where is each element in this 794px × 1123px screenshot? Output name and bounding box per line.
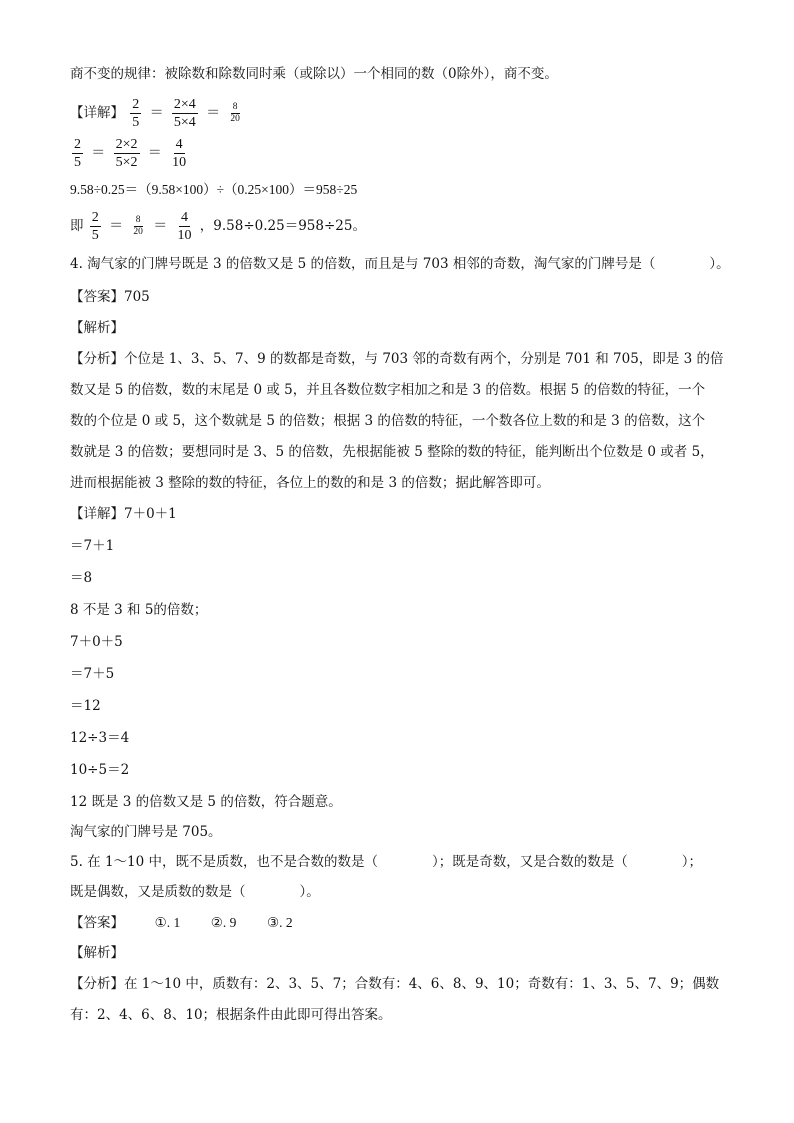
question-5-line-1: 5. 在 1～10 中，既不是质数，也不是合数的数是（ ）；既是奇数，又是合数的数是（ ）； [70,854,703,870]
q4-step-8: 10÷5＝2 [70,762,130,778]
q4-analysis-4: 数就是 3 的倍数；要想同时是 3、5 的倍数，先根据能被 5 整除的数的特征，能判断出个位数是 0 或者 5， [70,444,714,460]
q4-step-4: 7＋0＋5 [70,634,123,650]
question-4: 4. 淘气家的门牌号既是 3 的倍数又是 5 的倍数，而且是与 703 相邻的奇数，淘气家的门牌号是（ ）。 [70,256,730,272]
detail-fraction-line-2: $\frac{2}{5}$ ＝ $\frac{2\times 2}{5\times 2}$ ＝ $\frac{4}{10}$ [74,137,187,170]
fraction-4-10-b: $\frac{4}{10}$ [177,210,192,243]
detail-tag: 【详解】 [70,105,124,121]
q4-detail: 【详解】7＋0＋1 [70,506,177,522]
q4-step-6: ＝12 [70,698,101,714]
q4-step-2: ＝8 [70,570,93,586]
q4-step-5: ＝7＋5 [70,666,115,682]
circled-1-icon: ① [154,915,167,931]
fraction-2x4-5x4: $\frac{2\times 4}{5\times 4}$ [173,97,196,130]
q4-step-1: ＝7＋1 [70,538,115,554]
question-4-answer: 【答案】705 [70,289,150,305]
q4-step-7: 12÷3＝4 [70,730,130,746]
rule-line: 商不变的规律：被除数和除数同时乘（或除以）一个相同的数（0除外），商不变。 [70,66,558,82]
question-5-answer: 【答案】 ①. 1 ②. 9 ③. 2 [70,915,293,931]
fraction-2-5-c: $\frac{2}{5}$ [91,210,99,243]
question-4-jiexi: 【解析】 [70,320,124,336]
q4-analysis-2: 数又是 5 的倍数，数的末尾是 0 或 5，并且各数位数字相加之和是 3 的倍数。根据 5 的倍数的特征，一个 [70,382,706,398]
q4-step-10: 淘气家的门牌号是 705。 [70,824,222,840]
q5-analysis-1: 【分析】在 1～10 中，质数有：2、3、5、7；合数有：4、6、8、9、10；奇数有：1、3、5、7、9；偶数 [70,976,720,992]
fraction-4-10: $\frac{4}{10}$ [172,137,187,170]
detail-fraction-line-1: 【详解】 $\frac{2}{5}$ ＝ $\frac{2\times 4}{5\times 4}$ ＝ $\frac{8}{20}$ [70,97,240,130]
q4-step-3: 8 不是 3 和 5的倍数； [70,602,208,618]
q4-analysis-1: 【分析】个位是 1、3、5、7、9 的数都是奇数，与 703 邻的奇数有两个，分别是 701 和 705，即是 3 的倍 [70,351,724,367]
fraction-2-5-b: $\frac{2}{5}$ [74,137,81,170]
ji-fraction-line: 即 $\frac{2}{5}$ ＝ $\frac{8}{20}$ ＝ $\frac{4}{10}$ ，9.58÷0.25＝958÷25。 [70,210,366,243]
fraction-2-5: $\frac{2}{5}$ [132,97,140,130]
q5-analysis-2: 有：2、4、6、8、10；根据条件由此即可得出答案。 [70,1007,392,1023]
q4-step-9: 12 既是 3 的倍数又是 5 的倍数，符合题意。 [70,794,342,810]
fraction-8-20: $\frac{8}{20}$ [230,102,240,124]
fraction-2x2-5x2: $\frac{2\times 2}{5\times 2}$ [115,137,138,170]
circled-3-icon: ③ [267,915,280,931]
fraction-8-20-b: $\frac{8}{20}$ [133,215,143,237]
q4-analysis-3: 数的个位是 0 或 5，这个数就是 5 的倍数；根据 3 的倍数的特征，一个数各位上数的和是 3 的倍数，这个 [70,413,706,429]
circled-2-icon: ② [210,915,223,931]
question-5-jiexi: 【解析】 [70,945,124,961]
q4-analysis-5: 进而根据能被 3 整除的数的特征，各位上的数的和是 3 的倍数；据此解答即可。 [70,475,550,491]
decimal-line: 9.58÷0.25＝（9.58×100）÷（0.25×100）＝958÷25 [70,182,358,197]
answer-tag: 【答案】 [70,915,124,931]
question-5-line-2: 既是偶数，又是质数的数是（ ）。 [70,884,320,900]
